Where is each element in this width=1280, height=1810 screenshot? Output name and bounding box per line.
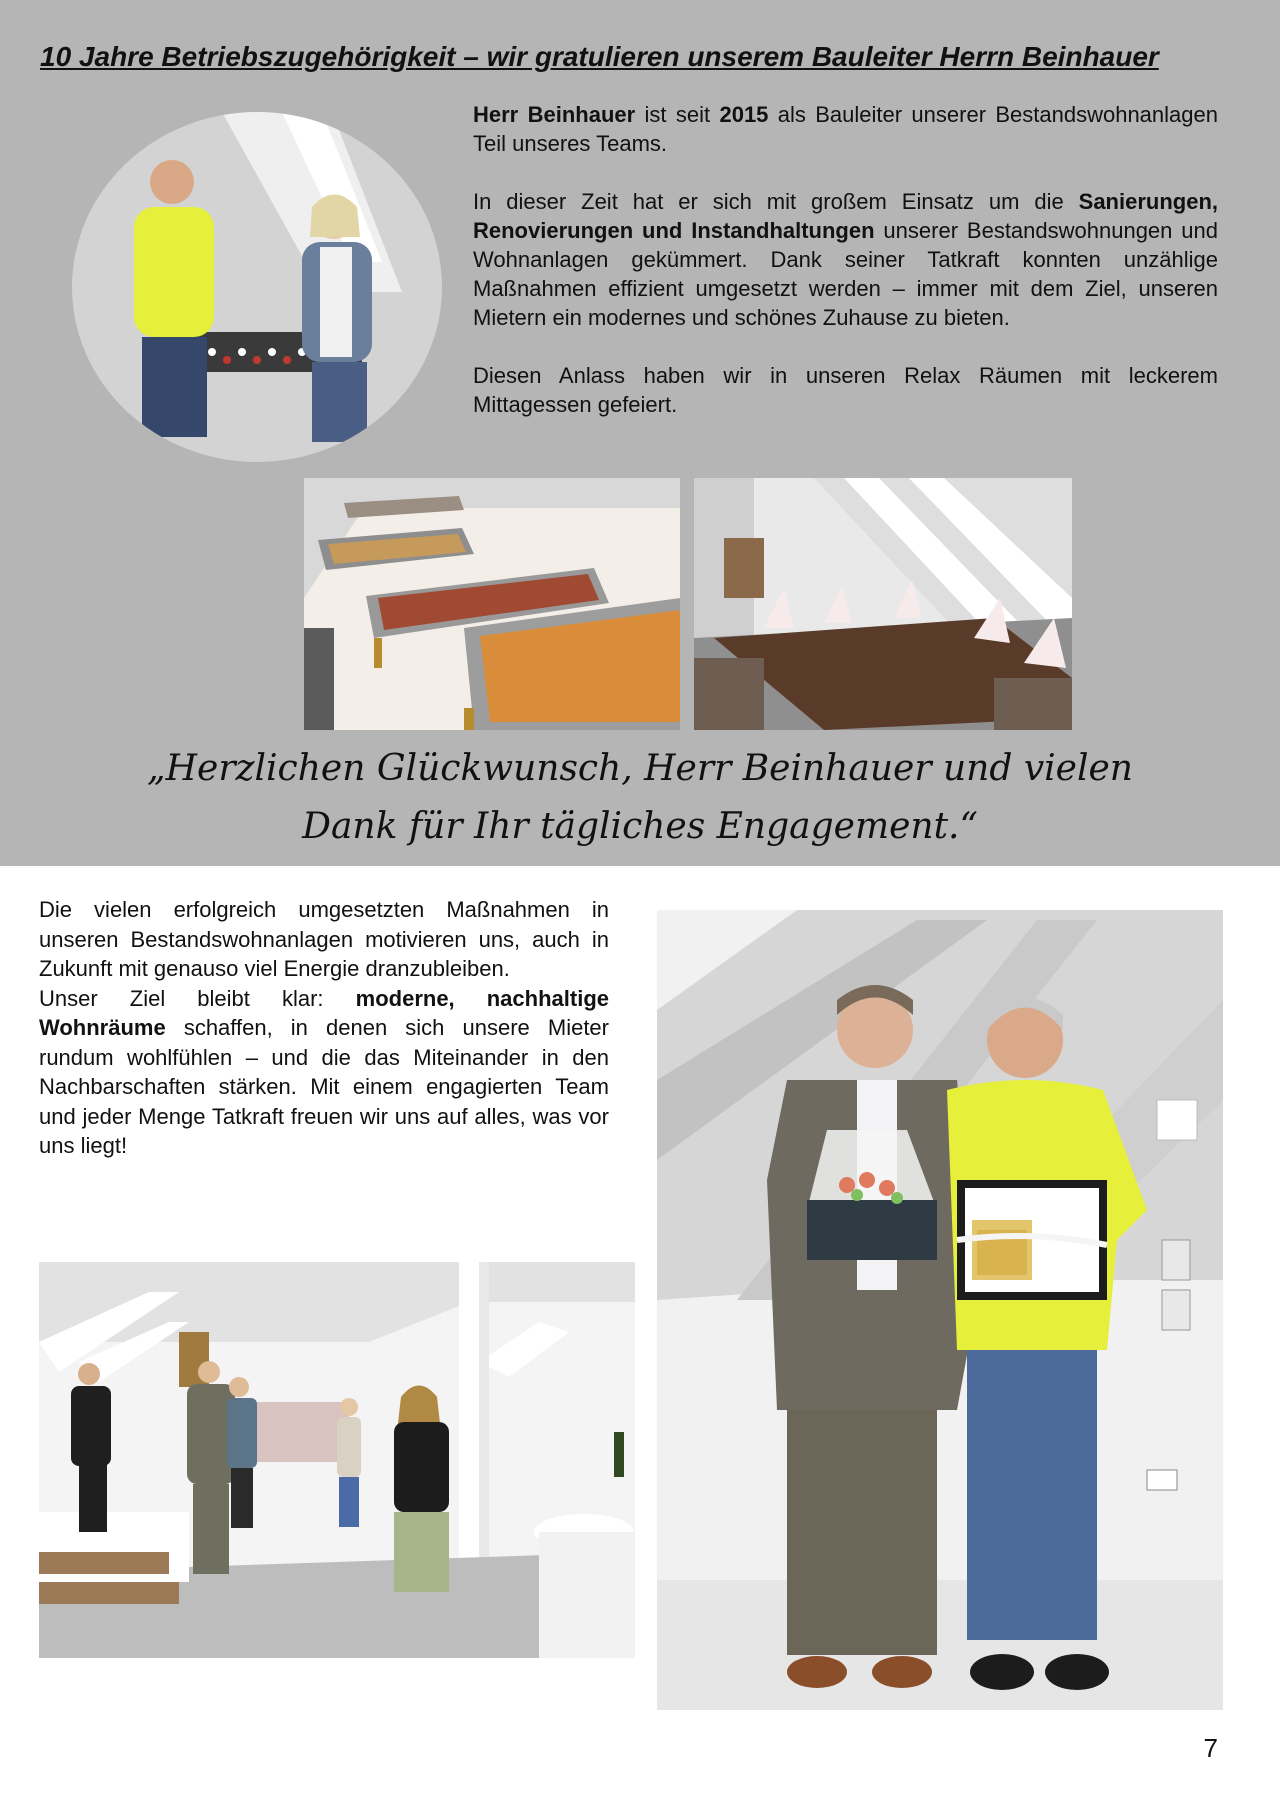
intro-paragraph-1 <box>473 100 1218 158</box>
dining-room-photo <box>694 478 1072 730</box>
intro-text <box>473 100 1218 448</box>
page-number: 7 <box>1203 1733 1218 1763</box>
congratulations-quote <box>60 740 1220 856</box>
intro-p2-text-2: unserer Bestandswohnungen und Wohnanlagen gekümmert. Dank seiner Tatkraft konnten unzählige Maßnahmen effizient umgesetzt werden – immer mit dem Ziel, unseren Mietern ein modernes und schönes Zuhause zu bieten. <box>473 218 1218 330</box>
body-text-2: Unser Ziel bleibt klar: <box>39 985 356 1011</box>
award-handover-photo <box>657 880 1223 1710</box>
body-text-3: schaffen, in denen sich unsere Mieter rundum wohlfühlen – und die das Miteinander in den Nachbarschaften stärken. Mit einem engagierten Team und jeder Menge Tatkraft freuen wir uns auf alles, was vor uns liegt! <box>39 1015 609 1158</box>
body-text <box>39 895 609 1161</box>
intro-paragraph-2 <box>473 187 1218 332</box>
intro-p1-text-1: ist seit <box>635 102 720 127</box>
name-bold: Herr Beinhauer <box>473 102 636 127</box>
intro-p1-text-2: als Bauleiter unserer Bestandswohnanlagen Teil unseres Teams. <box>473 102 1218 156</box>
intro-p2-text-1: In dieser Zeit hat er sich mit großem Einsatz um die <box>473 189 1079 214</box>
headline: 10 Jahre Betriebszugehörigkeit – wir gratulieren unserem Bauleiter Herrn Beinhauer <box>40 41 1159 72</box>
quote-line-2: Dank für Ihr tägliches Engagement.“ <box>302 806 978 847</box>
quote-line-1: „Herzlichen Glückwunsch, Herr Beinhauer und vielen <box>147 748 1133 789</box>
portrait-photo-two-colleagues <box>72 112 442 462</box>
year-bold: 2015 <box>719 102 769 127</box>
buffet-photo <box>304 478 680 730</box>
body-bold: moderne, nachhaltige Wohnräume <box>39 985 609 1040</box>
body-text-1: Die vielen erfolgreich umgesetzten Maßnahmen in unseren Bestandswohnanlagen motivieren uns, auch in Zukunft mit genauso viel Energie dranzubleiben. <box>39 897 609 981</box>
intro-paragraph-3: Diesen Anlass haben wir in unseren Relax Räumen mit leckerem Mittagessen gefeiert. <box>473 363 1218 417</box>
intro-p2-bold: Sanierungen, Renovierungen und Instandhaltungen <box>473 189 1218 243</box>
party-room-photo <box>39 1262 635 1658</box>
